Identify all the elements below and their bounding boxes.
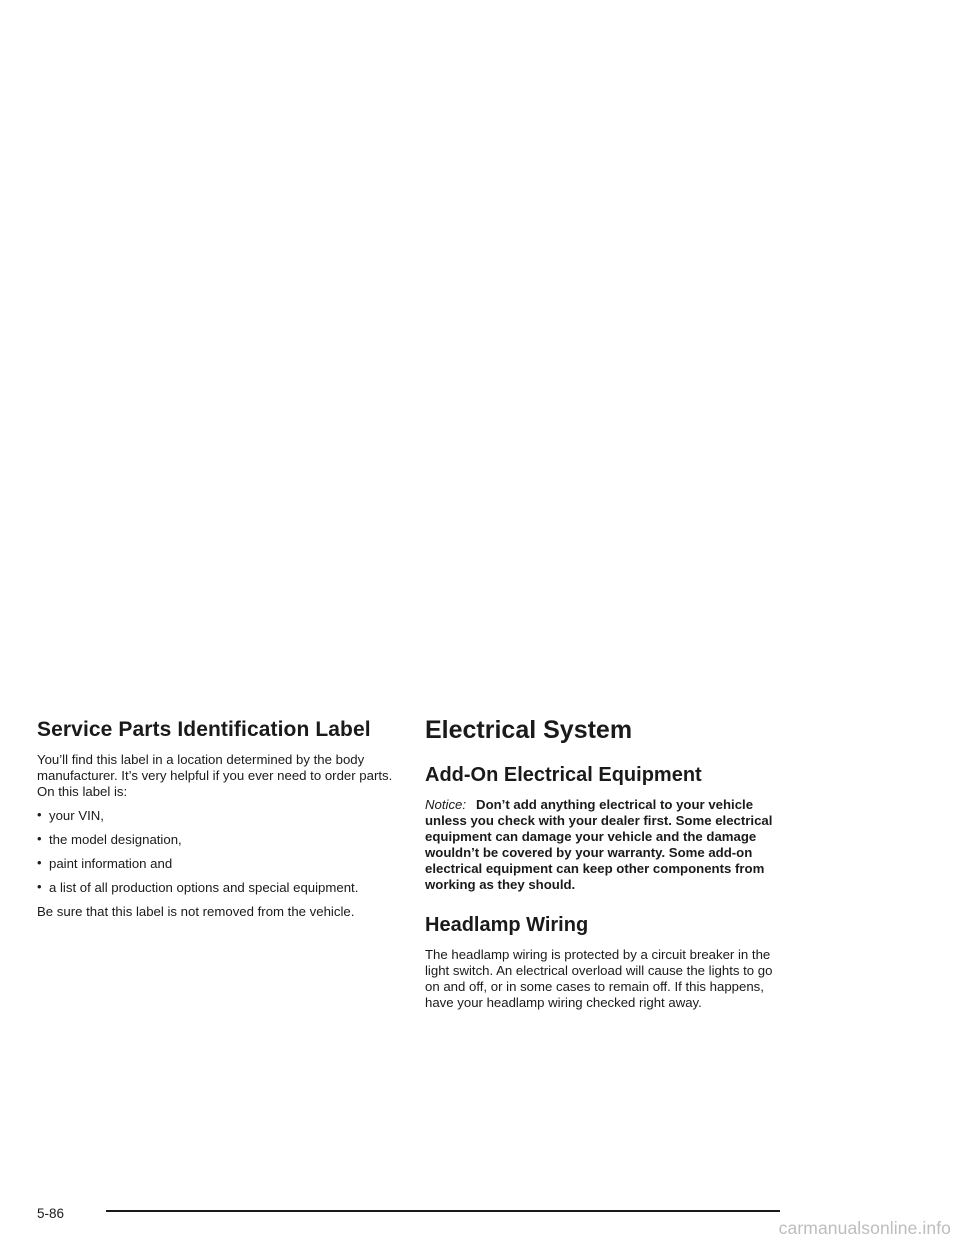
bullet-icon: • [37, 831, 42, 846]
list-item: • your VIN, [37, 807, 104, 823]
bullet-icon: • [37, 855, 42, 870]
section-title-service-parts: Service Parts Identification Label [37, 718, 371, 741]
notice-text: Don’t add anything electrical to your vehicle unless you check with your dealer first. Some electrical equipment can damage your vehicle and the damage wouldn’t be covered by your warranty. Some add-on electrical equipment can keep other components from working as they should. [425, 797, 773, 892]
bullet-icon: • [37, 879, 42, 894]
subsection-title-addon-equipment: Add-On Electrical Equipment [425, 764, 702, 786]
list-item: • a list of all production options and special equipment. [37, 879, 359, 895]
footer-rule [106, 1210, 780, 1212]
page-number: 5-86 [37, 1206, 65, 1221]
addon-notice [425, 797, 790, 893]
watermark: carmanualsonline.info [778, 1218, 951, 1238]
subsection-title-headlamp-wiring: Headlamp Wiring [425, 914, 589, 936]
service-parts-intro: You’ll find this label in a location determined by the body manufacturer. It’s very helpful if you ever need to order parts. On this label is: [37, 752, 393, 799]
service-parts-closing: Be sure that this label is not removed from the vehicle. [37, 904, 355, 919]
list-item: • the model designation, [37, 831, 182, 847]
section-title-electrical-system: Electrical System [425, 716, 633, 744]
right-column [425, 716, 790, 1019]
notice-label: Notice: [425, 797, 467, 812]
list-item: • paint information and [37, 855, 173, 871]
service-parts-list [37, 808, 397, 896]
left-column [37, 716, 397, 928]
bullet-icon: • [37, 807, 42, 822]
headlamp-wiring-body: The headlamp wiring is protected by a circuit breaker in the light switch. An electrical overload will cause the lights to go on and off, or in some cases to remain off. If this happens, have your headlamp wiring checked right away. [425, 947, 773, 1010]
